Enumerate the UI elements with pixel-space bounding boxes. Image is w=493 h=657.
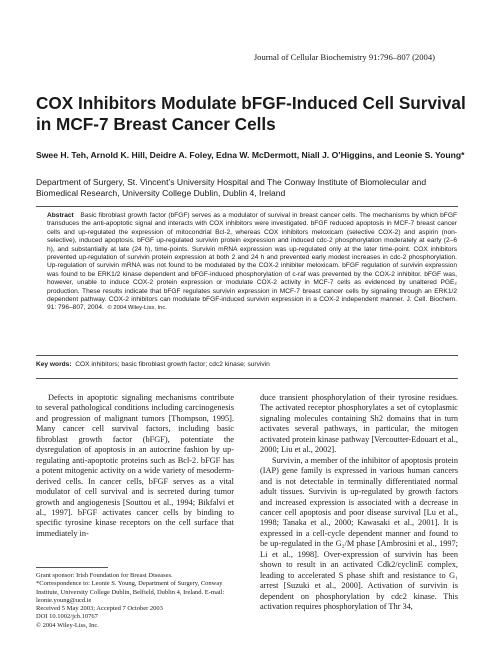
journal-header: Journal of Cellular Biochemistry 91:796–807 (2004) — [253, 52, 435, 62]
footnote-grant: Grant sponsor: Irish Foundation for Breast Diseases. — [36, 572, 173, 579]
author-list: Swee H. Teh, Arnold K. Hill, Deidre A. Foley, Edna W. McDermott, Niall J. O’Higgins, and Leonie S. Young* — [36, 150, 465, 160]
body-column-right — [260, 393, 458, 613]
abstract — [47, 212, 457, 313]
body-paragraph: Survivin, a member of the inhibitor of apoptosis protein (IAP) gene family is expressed in various human cancers and is not detectable in terminally differentiated normal adult tissues. Survivin is up-regulated by growth factors and increased expression is associated with a decrease in cancer cell apoptosis and poor disease survival [Lu et al., 1998; Tanaka et al., 2000; Kawasaki et al., 2001]. It is expressed in a cell-cycle dependent manner and found to be up-regulated in the G₂/M phase [Ambrosini et al., 1997; Li et al., 1998]. Over-expression of survivin has been shown to result in an activated Cdk2/cyclinE complex, leading to accelerated S phase shift and resistance to G₁ arrest [Suzuki et al., 2000]. Activation of survivin is dependent on phosphorylation by cdc2 kinase. This activation requires phosphorylation of Thr 34, — [260, 455, 458, 612]
keywords-label: Key words: — [36, 361, 72, 368]
body-paragraph: Defects in apoptotic signaling mechanisms contribute to several pathological conditions including carcinogenesis and progression of malignant tumors [Thompson, 1995]. Many cancer cell survival factors, including basic fibroblast growth factor (bFGF), potentiate the dysregulation of apoptosis in an autocrine fashion by up-regulating anti-apoptotic proteins such as Bcl-2. bFGF has a potent mitogenic activity on a wide variety of mesoderm-derived cells. In cancer cells, bFGF serves as a vital modulator of cell survival and is secreted during tumor growth and angiogenesis [Souttou et al., 1994; Bikfalvi et al., 1997]. bFGF activates cancer cells by binding to specific tyrosine kinase receptors on the cell surface that immediately in- — [36, 393, 234, 538]
keywords-bottom-rule — [36, 378, 458, 379]
footnote-rule — [36, 567, 108, 568]
footnotes — [36, 572, 234, 630]
body-paragraph: duce transient phosphorylation of their tyrosine residues. The activated receptor phosphorylates a set of cytoplasmic signaling molecules containing Sh2 domains that in turn activates several pathways, in particular, the mitogen activated protein kinase pathway [Vercoutter-Edouart et al., 2000; Liu et al., 2002]. — [260, 393, 458, 455]
keywords-top-rule — [36, 355, 458, 356]
abstract-label: Abstract — [47, 212, 74, 219]
footnote-doi: DOI 10.1002/jcb.10767 — [36, 613, 98, 621]
footnote-correspondence: *Correspondence to: Leonie S. Young, Department of Surgery, Conway Institute, University College Dublin, Belfield, Dublin 4, Ireland. E-mail: leonie.young@ucd.ie — [36, 580, 225, 604]
paper-title: COX Inhibitors Modulate bFGF-Induced Cell Survival in MCF-7 Breast Cancer Cells — [36, 93, 466, 134]
affiliation: Department of Surgery, St. Vincent’s University Hospital and The Conway Institute of Biomolecular and Biomedical Research, University College Dublin, Dublin 4, Ireland — [36, 177, 427, 199]
body-column-left — [36, 393, 234, 539]
footnote-copyright: © 2004 Wiley-Liss, Inc. — [36, 621, 99, 629]
keywords-text: COX inhibitors; basic fibroblast growth factor; cdc2 kinase; survivin — [75, 361, 270, 368]
keywords — [36, 361, 458, 369]
abstract-copyright: © 2004 Wiley-Liss, Inc. — [107, 305, 167, 312]
footnote-dates: Received 5 May 2003; Accepted 7 October 2003 — [36, 605, 163, 613]
abstract-top-rule — [36, 206, 458, 207]
abstract-text: Basic fibroblast growth factor (bFGF) serves as a modulator of survival in breast cancer cells. The mechanisms by which bFGF transduces the anti-apoptotic signal and interacts with COX inhibitors were investigated. bFGF reduced apoptosis in MCF-7 breast cancer cells and up-regulated the expression of mitocondrial Bcl-2, whereas COX inhibitors meloxicam (selective COX-2) and aspirin (non-selective), induced apoptosis. bFGF up-regulated survivin protein expression and induced cdc-2 phosphorylation moderately at early (2–6 h), and substantially at late (24 h), time-points. Survivin mRNA expression was up-regulated only at the later time-point. COX inhibitors prevented up-regulation of survivin protein expression at both 2 and 24 h and prevented early modest increases in cdc-2 phosphorylation. Up-regulation of survivin mRNA was not found to be modulated by the COX-2 inhibiter meloxicam. bFGF regulation of survivin expression was found to be ERK1/2 kinase dependent and bFGF-induced phosphorylation of c-raf was prevented by the COX-2 inhibitor. bFGF was, however, unable to induce COX-2 protein expression or modulate COX-2 activity in MCF-7 cells as evidenced by unaltered PGE₂ production. These results indicate that bFGF regulates survivin expression in MCF-7 breast cancer cells by signaling through an ERK1/2 dependent pathway. COX-2 inhibitors can modulate bFGF-induced survivin expression in a COX-2 independent manner. J. Cell. Biochem. 91: 796–807, 2004. — [47, 212, 457, 312]
